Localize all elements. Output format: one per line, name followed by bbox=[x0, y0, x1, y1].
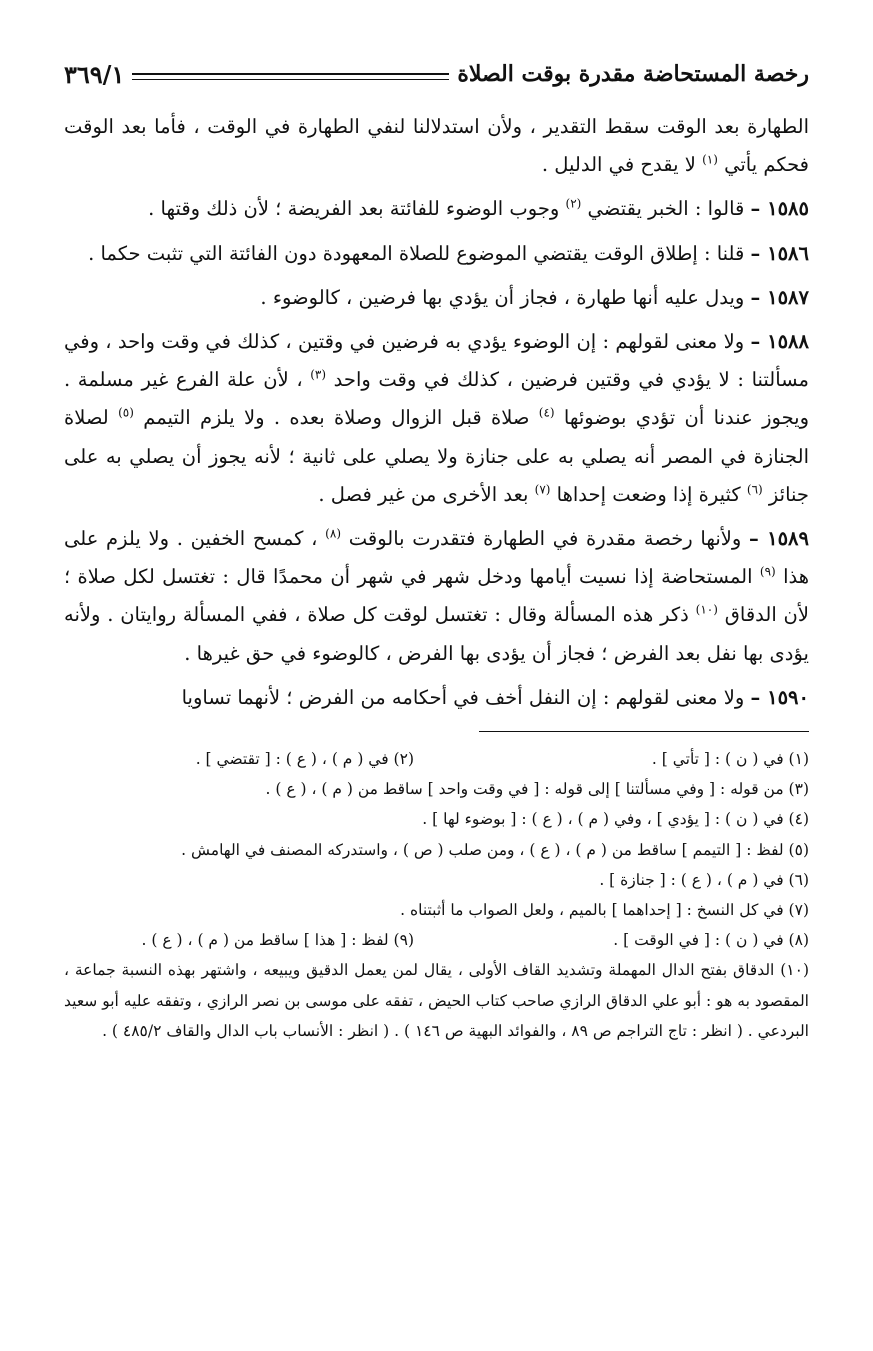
footnote-ref-7[interactable]: (٧) bbox=[534, 482, 551, 497]
footnote-3: (٣) من قوله : [ وفي مسألتنا ] إلى قوله : [ في وقت واحد ] ساقط من ( م ) ، ( ع ) . bbox=[265, 780, 809, 799]
footnote-row bbox=[64, 925, 809, 955]
footnotes bbox=[64, 744, 809, 1046]
footnote-ref-5[interactable]: (٥) bbox=[118, 405, 134, 420]
paragraph-number: ١٥٨٨ – bbox=[750, 330, 809, 354]
footnote-7: (٧) في كل النسخ : [ إحداهما ] بالميم ، ولعل الصواب ما أثبتناه . bbox=[400, 901, 809, 920]
footnote-4: (٤) في ( ن ) : [ يؤدي ] ، وفي ( م ) ، ( ع ) : [ بوضوء لها ] . bbox=[422, 810, 809, 829]
paragraph-number: ١٥٨٧ – bbox=[750, 285, 809, 309]
footnote-ref-3[interactable]: (٣) bbox=[310, 367, 327, 382]
header-title: رخصة المستحاضة مقدرة بوقت الصلاة bbox=[457, 61, 809, 87]
footnote-6: (٦) في ( م ) ، ( ع ) : [ جنازة ] . bbox=[599, 870, 809, 889]
paragraph-1585: ١٥٨٥ – قالوا : الخبر يقتضي $^{(٢)}$ وجوب الوضوء للفائتة بعد الفريضة ؛ لأن ذلك وقتها . bbox=[148, 196, 809, 221]
page-number: ٣٦٩/١ bbox=[64, 59, 125, 89]
footnote-1: (١) في ( ن ) : [ تأتي ] . bbox=[651, 750, 809, 769]
running-header bbox=[64, 52, 809, 96]
footnote-10: (١٠) الدقاق بفتح الدال المهملة وتشديد القاف الأولى ، يقال لمن يعمل الدقيق ويبيعه ، واشتهر بهذه النسبة جماعة ، المقصود به هو : أبو علي الدقاق الرازي صاحب كتاب الحيض ، تفقه على موسى بن نصر الرازي ، وتفقه عليه أبو سعيد البردعي . ( انظر : تاج التراجم ص ٨٩ ، والفوائد البهية ص ١٤٦ ) . ( انظر : الأنساب باب الدال والقاف ٤٨٥/٢ ) . bbox=[64, 961, 809, 1040]
paragraph-number: ١٥٨٩ – bbox=[749, 527, 810, 551]
footnote-ref-2[interactable]: (٢) bbox=[565, 196, 582, 211]
paragraph-1588: ١٥٨٨ – ولا معنى لقولهم : إن الوضوء يؤدي به فرضين في وقتين ، كذلك في وقت واحد ، وفي مسألتنا : لا يؤدي في وقتين فرضين ، كذلك في وقت واحد $^{(٣)}$ ، لأن علة الفرع غير مسلمة . ويجوز عندنا أن تؤدي بوضوئها $^{(٤)}$ صلاة قبل الزوال وصلاة بعده . ولا يلزم التيمم $^{(٥)}$ لصلاة الجنازة في المصر أنه يصلي به على جنازة ولا يصلي على ثانية ؛ لأنه يجوز أن يصلي به على جنائز $^{(٦)}$ كثيرة إذا وضعت إحداها $^{(٧)}$ بعد الأخرى من غير فصل . bbox=[64, 330, 809, 506]
footnote-ref-8[interactable]: (٨) bbox=[325, 526, 341, 541]
paragraph-number: ١٥٨٦ – bbox=[750, 241, 809, 265]
paragraph-1586: ١٥٨٦ – قلنا : إطلاق الوقت يقتضي الموضوع للصلاة المعهودة دون الفائتة التي تثبت حكما . bbox=[88, 241, 809, 265]
paragraph-1590: ١٥٩٠ – ولا معنى لقولهم : إن النفل أخف في أحكامه من الفرض ؛ لأنهما تساويا bbox=[181, 685, 809, 709]
paragraph-1587: ١٥٨٧ – ويدل عليه أنها طهارة ، فجاز أن يؤدي بها فرضين ، كالوضوء . bbox=[260, 285, 809, 309]
paragraph-number: ١٥٩٠ – bbox=[750, 685, 809, 709]
footnote-ref-4[interactable]: (٤) bbox=[538, 405, 555, 420]
paragraph-1589: ١٥٨٩ – ولأنها رخصة مقدرة في الطهارة فتقدرت بالوقت $^{(٨)}$ ، كمسح الخفين . ولا يلزم على هذا $^{(٩)}$ المستحاضة إذا نسيت أيامها ودخل شهر في شهر أن محمدًا قال : تغتسل لكل صلاة ؛ لأن الدقاق $^{(١٠)}$ ذكر هذه المسألة وقال : تغتسل لوقت كل صلاة ، ففي المسألة روايتان . ولأنه يؤدى بها نفل بعد الفرض ؛ فجاز أن يؤدى بها الفرض ، كالوضوء في حق غيرها . bbox=[64, 526, 810, 665]
footnote-separator bbox=[479, 731, 809, 732]
footnote-row bbox=[64, 744, 809, 774]
header-rule bbox=[132, 73, 449, 80]
footnote-ref-10[interactable]: (١٠) bbox=[695, 602, 718, 617]
footnote-ref-6[interactable]: (٦) bbox=[746, 482, 763, 497]
footnote-ref-1[interactable]: (١) bbox=[702, 152, 718, 167]
footnote-9: (٩) لفظ : [ هذا ] ساقط من ( م ) ، ( ع ) . bbox=[141, 931, 414, 950]
footnote-5: (٥) لفظ : [ التيمم ] ساقط من ( م ) ، ( ع ) ، ومن صلب ( ص ) ، واستدركه المصنف في الهامش . bbox=[181, 840, 809, 859]
footnote-8: (٨) في ( ن ) : [ في الوقت ] . bbox=[613, 931, 809, 950]
main-text bbox=[64, 108, 809, 717]
paragraph-continuation: الطهارة بعد الوقت سقط التقدير ، ولأن استدلالنا لنفي الطهارة في الوقت ، فأما بعد الوقت فحكم يأتي $^{(١)}$ لا يقدح في الدليل . bbox=[64, 115, 809, 177]
footnote-2: (٢) في ( م ) ، ( ع ) : [ تقتضي ] . bbox=[195, 750, 414, 769]
footnote-ref-9[interactable]: (٩) bbox=[759, 564, 776, 579]
paragraph-number: ١٥٨٥ – bbox=[750, 197, 809, 221]
